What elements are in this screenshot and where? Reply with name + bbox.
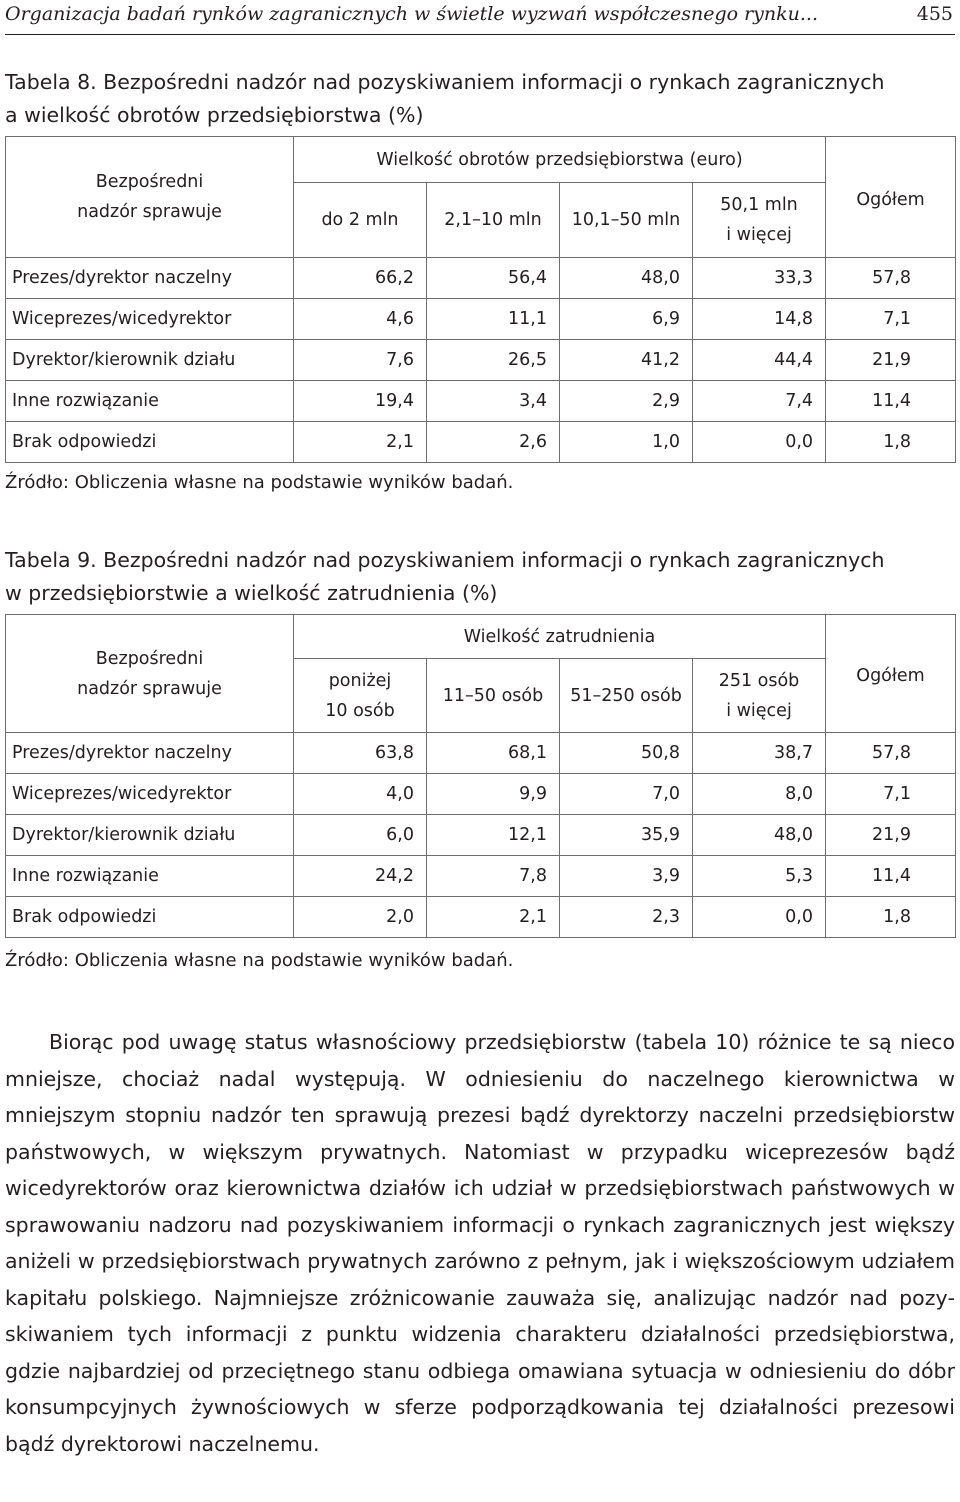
row-header: Bezpośredni nadzór sprawuje: [6, 615, 294, 733]
cell-value: 6,0: [294, 815, 427, 856]
body-paragraph: Biorąc pod uwagę status własnościowy przedsiębiorstw (tabela 10) różnice te są nieco mniejsze, chociaż nadal występują. W odniesieniu do naczelnego kierownictwa w mniejszym stopniu nadzór ten sprawują prezesi bądź dyrektorzy naczelni przedsiębiorstw państwowych, w większym prywatnych. Natomiast w przypadku wiceprezesów bądź wicedyrektorów oraz kierownictwa działów ich udział w przedsiębiorstwach państwowych w sprawowaniu nadzoru nad pozyskiwaniem informacji o rynkach zagranicznych jest większy aniżeli w przedsiębiorstwach prywatnych zarówno z pełnym, jak i większościowym udziałem kapitału polskiego. Najmniejsze zróżnicowanie zauważa się, analizując nadzór nad pozyskiwaniem tych informacji z punktu widzenia charakteru działalności przedsiębiorstwa, gdzie najbardziej od przeciętnego stanu odbiega omawiana sytuacja w odniesieniu do dóbr konsumpcyjnych żywnościowych w sferze podporządkowania tej działalności prezesowi bądź dyrektorowi naczelnemu.: [5, 1030, 955, 1456]
cell-value: 7,0: [560, 774, 693, 815]
cell-value: 14,8: [693, 299, 826, 340]
cell-value: 7,6: [294, 340, 427, 381]
cell-total: 7,1: [826, 299, 956, 340]
cell-value: 1,0: [560, 422, 693, 463]
column-header: 251 osób i więcej: [693, 659, 826, 733]
cell-value: 2,0: [294, 897, 427, 938]
cell-value: 48,0: [693, 815, 826, 856]
cell-value: 4,6: [294, 299, 427, 340]
column-header: 10,1–50 mln: [560, 183, 693, 258]
cell-value: 0,0: [693, 897, 826, 938]
total-header: Ogółem: [826, 615, 956, 733]
table-8-caption: [5, 66, 955, 132]
cell-value: 2,1: [294, 422, 427, 463]
cell-value: 9,9: [427, 774, 560, 815]
cell-value: 35,9: [560, 815, 693, 856]
page-number: 455: [916, 3, 953, 25]
table-row: [6, 815, 956, 856]
cell-total: 11,4: [826, 856, 956, 897]
table-row: [6, 422, 956, 463]
row-label: Inne rozwiązanie: [6, 856, 294, 897]
cell-value: 4,0: [294, 774, 427, 815]
column-header: poniżej 10 osób: [294, 659, 427, 733]
cell-total: 57,8: [826, 733, 956, 774]
cell-value: 26,5: [427, 340, 560, 381]
table-9-source: Źródło: Obliczenia własne na podstawie wyników badań.: [5, 950, 514, 971]
cell-value: 41,2: [560, 340, 693, 381]
column-header: 51–250 osób: [560, 659, 693, 733]
cell-total: 21,9: [826, 815, 956, 856]
table-9-caption: [5, 544, 955, 610]
running-header-title: Organizacja badań rynków zagranicznych w świetle wyzwań współczesnego rynku...: [5, 3, 819, 25]
caption-line: a wielkość obrotów przedsiębiorstwa (%): [5, 103, 424, 127]
table-row: [6, 258, 956, 299]
group-header: Wielkość zatrudnienia: [294, 615, 826, 659]
row-label: Dyrektor/kierownik działu: [6, 340, 294, 381]
caption-line: w przedsiębiorstwie a wielkość zatrudnienia (%): [5, 581, 498, 605]
cell-value: 2,6: [427, 422, 560, 463]
cell-total: 21,9: [826, 340, 956, 381]
cell-value: 68,1: [427, 733, 560, 774]
cell-value: 48,0: [560, 258, 693, 299]
caption-line: Tabela 9. Bezpośredni nadzór nad pozyskiwaniem informacji o rynkach zagranicznych: [5, 548, 885, 572]
table-row: [6, 897, 956, 938]
row-label: Brak odpowiedzi: [6, 897, 294, 938]
table-8: [5, 136, 956, 463]
table-8-source: Źródło: Obliczenia własne na podstawie wyników badań.: [5, 472, 514, 493]
row-label: Wiceprezes/wicedyrektor: [6, 774, 294, 815]
row-label: Prezes/dyrektor naczelny: [6, 258, 294, 299]
cell-value: 12,1: [427, 815, 560, 856]
table-row: [6, 733, 956, 774]
cell-value: 7,8: [427, 856, 560, 897]
cell-value: 8,0: [693, 774, 826, 815]
cell-value: 63,8: [294, 733, 427, 774]
table-row: [6, 381, 956, 422]
cell-total: 7,1: [826, 774, 956, 815]
cell-value: 44,4: [693, 340, 826, 381]
cell-value: 33,3: [693, 258, 826, 299]
cell-total: 1,8: [826, 422, 956, 463]
cell-value: 38,7: [693, 733, 826, 774]
cell-value: 6,9: [560, 299, 693, 340]
column-header: 50,1 mln i więcej: [693, 183, 826, 258]
cell-total: 11,4: [826, 381, 956, 422]
cell-value: 2,9: [560, 381, 693, 422]
cell-value: 7,4: [693, 381, 826, 422]
cell-value: 24,2: [294, 856, 427, 897]
row-label: Brak odpowiedzi: [6, 422, 294, 463]
column-header: do 2 mln: [294, 183, 427, 258]
cell-value: 56,4: [427, 258, 560, 299]
cell-value: 3,9: [560, 856, 693, 897]
running-header: [5, 2, 955, 35]
cell-value: 5,3: [693, 856, 826, 897]
row-label: Dyrektor/kierownik działu: [6, 815, 294, 856]
cell-value: 50,8: [560, 733, 693, 774]
group-header: Wielkość obrotów przedsiębiorstwa (euro): [294, 137, 826, 183]
row-header: Bezpośredni nadzór sprawuje: [6, 137, 294, 258]
cell-value: 66,2: [294, 258, 427, 299]
table-row: [6, 299, 956, 340]
cell-total: 1,8: [826, 897, 956, 938]
total-header: Ogółem: [826, 137, 956, 258]
cell-value: 11,1: [427, 299, 560, 340]
cell-value: 3,4: [427, 381, 560, 422]
column-header: 2,1–10 mln: [427, 183, 560, 258]
table-row: [6, 340, 956, 381]
column-header: 11–50 osób: [427, 659, 560, 733]
cell-value: 0,0: [693, 422, 826, 463]
table-row: [6, 774, 956, 815]
caption-line: Tabela 8. Bezpośredni nadzór nad pozyskiwaniem informacji o rynkach zagranicznych: [5, 70, 885, 94]
cell-total: 57,8: [826, 258, 956, 299]
table-row: [6, 856, 956, 897]
row-label: Prezes/dyrektor naczelny: [6, 733, 294, 774]
table-9: [5, 614, 956, 938]
row-label: Inne rozwiązanie: [6, 381, 294, 422]
cell-value: 2,3: [560, 897, 693, 938]
row-label: Wiceprezes/wicedyrektor: [6, 299, 294, 340]
cell-value: 19,4: [294, 381, 427, 422]
cell-value: 2,1: [427, 897, 560, 938]
